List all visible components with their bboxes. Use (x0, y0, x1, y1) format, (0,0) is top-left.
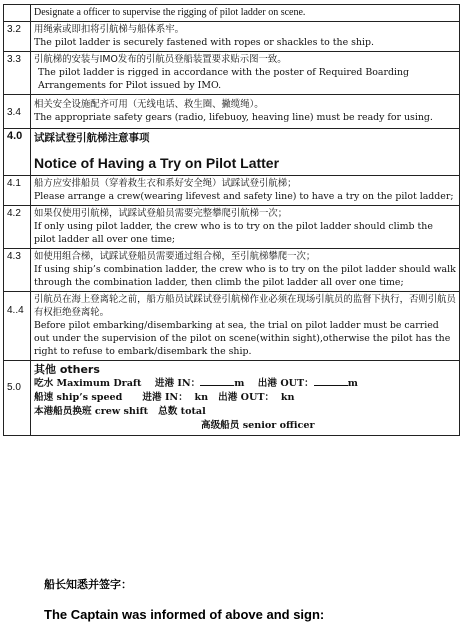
section-title-en: Notice of Having a Try on Pilot Latter (34, 155, 280, 171)
item-content (31, 176, 460, 206)
item-content (31, 22, 460, 52)
item-text-en: The appropriate safety gears (radio, lifebuoy, heaving line) must be ready for using. (34, 112, 433, 123)
draft-in-field[interactable] (200, 376, 234, 386)
item-text-en: The pilot ladder is securely fastened with ropes or shackles to the ship. (34, 37, 374, 48)
item-text-en: If using ship’s combination ladder, the crew who is to try on the pilot ladder should walk through the combination ladder, then climb the pilot ladder all over one time; (34, 264, 456, 288)
item-text-zh: 船方应安排船员（穿着救生衣和系好安全绳）试踩试登引航梯； (34, 178, 297, 189)
item-number: 3.3 (4, 52, 31, 95)
speed-in-label: 进港 IN： (142, 392, 188, 403)
item-number: 4.3 (4, 249, 31, 292)
table-row (4, 249, 460, 292)
item-text-en: If only using pilot ladder, the crew who is to try on the pilot ladder should climb the pilot ladder all over one time; (34, 221, 433, 245)
draft-out-label: 出港 OUT： (257, 378, 314, 389)
item-number: 4..4 (4, 292, 31, 361)
crew-shift-label: 本港船员换班 crew shift (34, 406, 149, 417)
item-content (31, 95, 460, 129)
draft-in-label: 进港 IN： (154, 378, 201, 389)
item-text-en: Please arrange a crew(wearing lifevest and safety line) to have a try on the pilot ladder; (34, 191, 454, 202)
table-row (4, 52, 460, 95)
others-title: 其他 others (34, 363, 100, 376)
item-number: 4.1 (4, 176, 31, 206)
others-content (31, 361, 460, 436)
item-number: 3.4 (4, 95, 31, 129)
draft-line (34, 376, 456, 391)
item-content (31, 292, 460, 361)
item-text-zh: 相关安全设施配齐可用（无线电话、救生圈、撇缆绳）。 (34, 99, 264, 110)
unit-m: m (234, 378, 245, 389)
captain-signature-label-zh: 船长知悉并签字： (44, 578, 132, 591)
item-number: 4.2 (4, 206, 31, 249)
speed-line (34, 391, 456, 405)
item-content (31, 206, 460, 249)
unit-kn: kn (194, 392, 209, 403)
item-text-en: The pilot ladder is rigged in accordance with the poster of Required Boarding Arrangements for Pilot issued by IMO. (38, 67, 410, 91)
item-text-en: Before pilot embarking/disembarking at sea, the trial on pilot ladder must be carried out under the supervision of the pilot on scene(within sight),otherwise the pilot has the right to refuse to embark/disembark the ship. (34, 320, 451, 357)
section-number: 4.0 (4, 129, 31, 176)
table-row (4, 206, 460, 249)
item-number (4, 5, 31, 22)
item-text-zh: 如果仅使用引航梯，试踩试登船员需要完整攀爬引航梯一次； (34, 208, 288, 219)
item-content (31, 52, 460, 95)
item-text-zh: 引航员在海上登离轮之前，船方船员试踩试登引航梯作业必须在现场引航员的监督下执行，否则引航员有权拒绝登离轮。 (34, 294, 456, 318)
table-row (4, 292, 460, 361)
table-row (4, 22, 460, 52)
section-header (31, 129, 460, 176)
draft-out-field[interactable] (314, 376, 348, 386)
unit-kn-out: kn (280, 392, 295, 403)
speed-out-label: 出港 OUT： (218, 392, 275, 403)
item-text-en: Designate a officer to supervise the rigging of pilot ladder on scene. (34, 7, 306, 18)
draft-label: 吃水 Maximum Draft (34, 378, 142, 389)
table-row (4, 95, 460, 129)
pilot-ladder-checklist-table (3, 4, 460, 436)
section-title-zh: 试踩试登引航梯注意事项 (34, 132, 150, 144)
item-text-zh: 用绳索或即扣将引航梯与船体系牢。 (34, 24, 185, 35)
section-header-row (4, 129, 460, 176)
captain-signature-label-en: The Captain was informed of above and sign: (44, 607, 325, 622)
senior-officer-label: 高级船员 senior officer (201, 420, 315, 431)
item-content (31, 249, 460, 292)
table-row (4, 176, 460, 206)
item-number: 3.2 (4, 22, 31, 52)
senior-officer-line (34, 419, 456, 433)
speed-label: 船速 ship’s speed (34, 392, 123, 403)
unit-m-out: m (347, 378, 358, 389)
item-text-zh: 如使用组合梯，试踩试登船员需要通过组合梯，至引航梯攀爬一次； (34, 251, 316, 262)
section-row-others (4, 361, 460, 436)
total-label: 总数 total (158, 406, 206, 417)
item-text-zh: 引航梯的安装与IMO发布的引航员登船装置要求贴示图一致。 (34, 54, 287, 65)
table-row (4, 5, 460, 22)
section-number: 5.0 (4, 361, 31, 436)
crew-shift-line (34, 405, 456, 419)
item-content (31, 5, 460, 22)
